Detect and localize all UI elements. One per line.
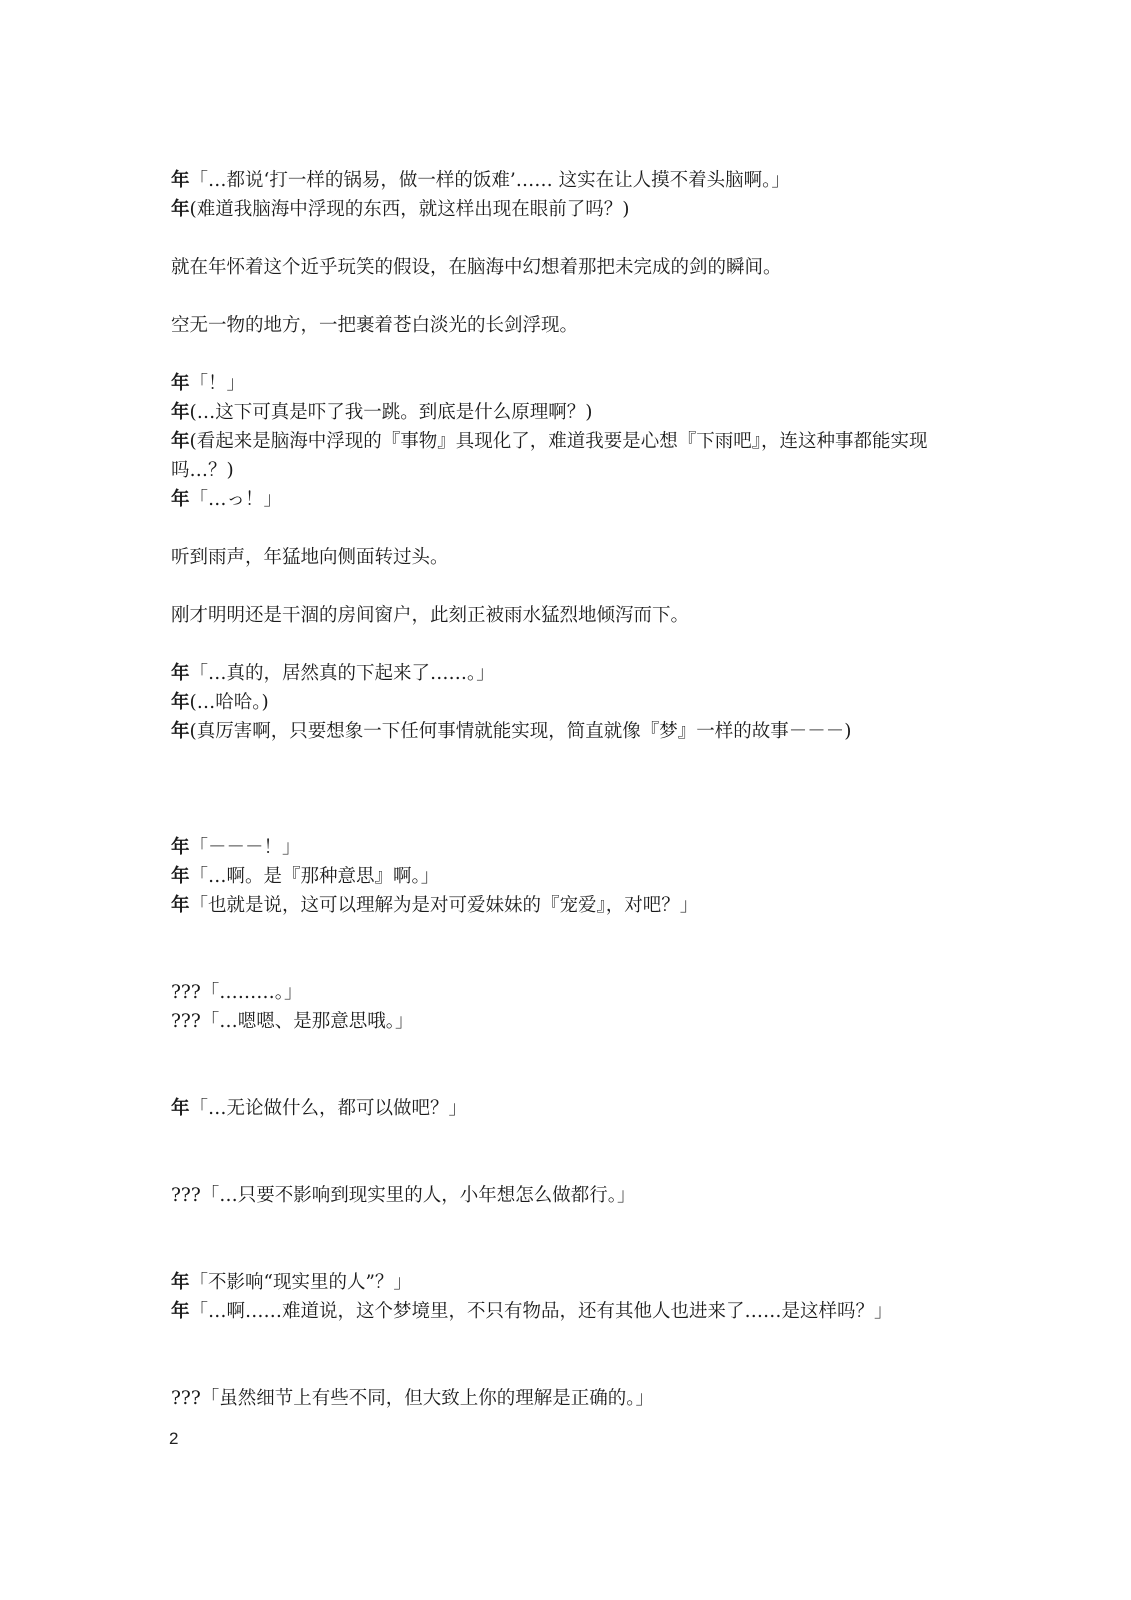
line-text: 「虽然细节上有些不同，但大致上你的理解是正确的。」 [200, 1388, 655, 1409]
dialogue-line [171, 1181, 961, 1210]
dialogue-line [171, 1297, 961, 1326]
speaker-name: 年 [171, 1272, 190, 1293]
line-text: 「…真的，居然真的下起来了……。」 [189, 663, 495, 684]
speaker-name: 年 [171, 663, 190, 684]
line-text: (难道我脑海中浮现的东西，就这样出现在眼前了吗？) [189, 199, 630, 220]
speaker-name: ??? [171, 1388, 201, 1409]
dialogue-line [171, 369, 961, 398]
speaker-name: 年 [171, 721, 190, 742]
speaker-name: 年 [171, 431, 190, 452]
line-text: 「…嗯嗯、是那意思哦。」 [200, 1011, 414, 1032]
line-text: 「－－－！」 [189, 837, 301, 858]
line-text: 「也就是说，这可以理解为是对可爱妹妹的『宠爱』，对吧？」 [189, 895, 699, 916]
dialogue-line [171, 717, 961, 746]
narration-line [171, 601, 961, 630]
dialogue-line [171, 427, 961, 485]
line-text: 「！」 [189, 373, 246, 394]
line-text: 「…只要不影响到现实里的人，小年想怎么做都行。」 [200, 1185, 636, 1206]
speaker-name: 年 [171, 837, 190, 858]
line-text: (真厉害啊，只要想象一下任何事情就能实现，简直就像『梦』一样的故事－－－) [189, 721, 852, 742]
page-number: 2 [169, 1429, 179, 1448]
speaker-name: 年 [171, 866, 190, 887]
line-text: 听到雨声，年猛地向侧面转过头。 [171, 547, 449, 568]
speaker-name: 年 [171, 1301, 190, 1322]
speaker-name: 年 [171, 895, 190, 916]
dialogue-line [171, 688, 961, 717]
dialogue-line [171, 1384, 961, 1413]
line-text: (看起来是脑海中浮现的『事物』具现化了，难道我要是心想『下雨吧』，连这种事都能实现吗…？) [171, 431, 928, 481]
line-text: 「…无论做什么，都可以做吧？」 [189, 1098, 468, 1119]
narration-line [171, 311, 961, 340]
line-text: 空无一物的地方，一把裹着苍白淡光的长剑浮现。 [171, 315, 579, 336]
line-text: 「…啊……难道说，这个梦境里，不只有物品，还有其他人也进来了……是这样吗？」 [189, 1301, 893, 1322]
speaker-name: ??? [171, 1185, 201, 1206]
speaker-name: ??? [171, 982, 201, 1003]
dialogue-line [171, 978, 961, 1007]
line-text: (…哈哈。) [189, 692, 269, 713]
speaker-name: 年 [171, 373, 190, 394]
dialogue-line [171, 862, 961, 891]
speaker-name: 年 [171, 1098, 190, 1119]
dialogue-line [171, 1094, 961, 1123]
line-text: 「…啊。是『那种意思』啊。」 [189, 866, 440, 887]
dialogue-text [171, 166, 961, 1413]
speaker-name: 年 [171, 199, 190, 220]
dialogue-line [171, 833, 961, 862]
dialogue-line [171, 1007, 961, 1036]
speaker-name: 年 [171, 692, 190, 713]
speaker-name: 年 [171, 170, 190, 191]
speaker-name: 年 [171, 489, 190, 510]
narration-line [171, 543, 961, 572]
narration-line [171, 253, 961, 282]
speaker-name: 年 [171, 402, 190, 423]
dialogue-line [171, 195, 961, 224]
dialogue-line [171, 166, 961, 195]
dialogue-line [171, 659, 961, 688]
line-text: 「…っ！」 [189, 489, 283, 510]
dialogue-line [171, 1268, 961, 1297]
dialogue-line [171, 891, 961, 920]
dialogue-line [171, 485, 961, 514]
line-text: 就在年怀着这个近乎玩笑的假设，在脑海中幻想着那把未完成的剑的瞬间。 [171, 257, 782, 278]
line-text: 刚才明明还是干涸的房间窗户，此刻正被雨水猛烈地倾泻而下。 [171, 605, 690, 626]
line-text: 「………。」 [200, 982, 303, 1003]
line-text: 「不影响“现实里的人”？」 [189, 1272, 412, 1293]
dialogue-line [171, 398, 961, 427]
line-text: 「…都说‘打一样的锅易，做一样的饭难’…… 这实在让人摸不着头脑啊。」 [189, 170, 790, 191]
speaker-name: ??? [171, 1011, 201, 1032]
line-text: (…这下可真是吓了我一跳。到底是什么原理啊？) [189, 402, 593, 423]
